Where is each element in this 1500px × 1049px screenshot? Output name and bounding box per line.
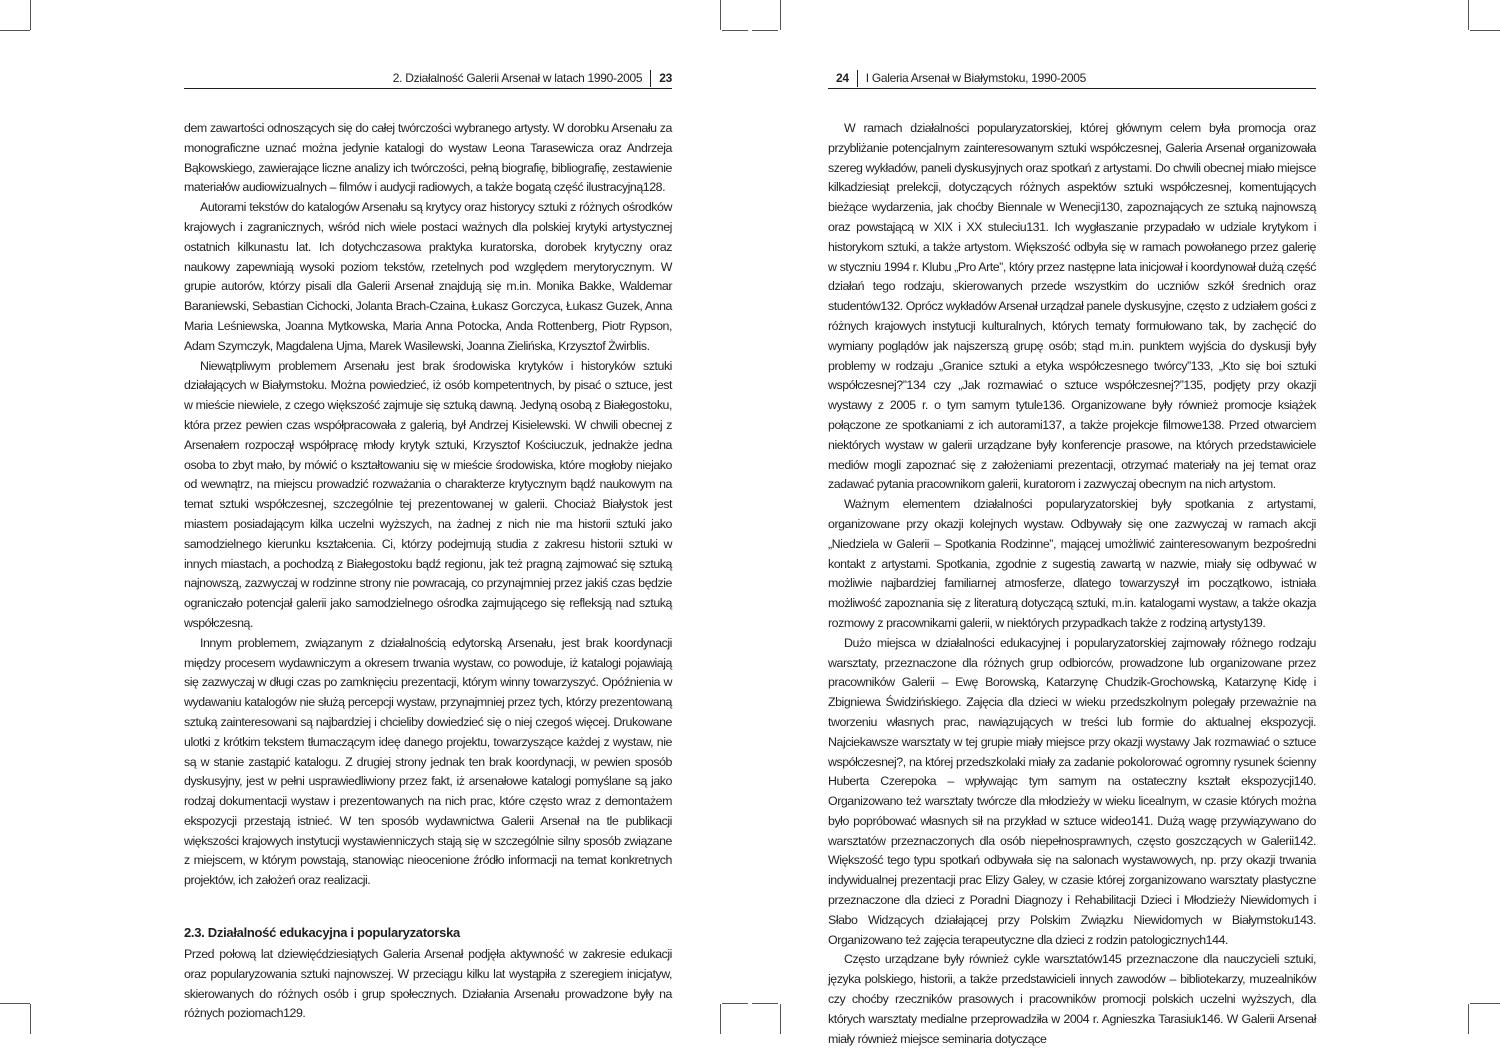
crop-mark [780,1004,781,1034]
crop-mark [752,30,778,31]
running-title: 2. Działalność Galerii Arsenał w latach 1990-2005 [392,71,643,85]
crop-mark [722,30,748,31]
crop-mark [30,0,31,30]
body-text [184,119,672,1024]
crop-mark [0,30,30,31]
paragraph: Przed połową lat dziewięćdziesiątych Galeria Arsenał podjęła aktywność w zakresie edukacji oraz popularyzowania sztuki najnowszej. W przeciągu kilku lat wystąpiła z szeregiem inicjatyw, skierowanych do różnych osób i grup społecznych. Działania Arsenału prowadzone były na różnych poziomach129. [184,947,672,1021]
running-title: I Galeria Arsenał w Białymstoku, 1990-2005 [865,71,1086,85]
body-text [828,119,1316,1049]
left-page [184,68,672,1024]
crop-mark [0,1003,30,1004]
crop-mark [780,0,781,30]
crop-mark [752,1003,778,1004]
running-head [184,68,672,89]
crop-mark [1468,1004,1469,1034]
crop-mark [1468,0,1469,30]
paragraph: Często urządzane były również cykle warsztatów145 przeznaczone dla nauczycieli sztuki, języka polskiego, historii, a także przedstawicieli innych zawodów – bibliotekarzy, muzealników czy choćby rzeczników prasowych i pracowników promocji polskich uczelni wyższych, dla których warsztaty medialne przeprowadziła w 2004 r. Agnieszka Tarasiuk146. W Galerii Arsenał miały również miejsce seminaria dotyczące [828,952,1316,1046]
page-number: 23 [659,71,672,85]
paragraph: Niewątpliwym problemem Arsenału jest brak środowiska krytyków i historyków sztuki działających w Białymstoku. Można powiedzieć, iż osób kompetentnych, by pisać o sztuce, jest w mieście niewiele, z czego większość zajmuje się sztuką dawną. Jedyną osobą z Białegostoku, która przez pewien czas współpracowała z galerią, był Andrzej Kisielewski. W chwili obecnej z Arsenałem rozpoczął współpracę młody krytyk sztuki, Krzysztof Kościuczuk, jednakże jedna osoba to zbyt mało, by mówić o kształtowaniu się w mieście środowiska, które mogłoby niejako od wewnątrz, na miejscu prowadzić rozważania o charakterze krytycznym bądź naukowym na temat sztuki współczesnej, szczególnie tej prezentowanej w galerii. Chociaż Białystok jest miastem posiadającym kilka uczelni wyższych, na żadnej z nich nie ma historii sztuki jako samodzielnego kierunku kształcenia. Ci, którzy podejmują studia z zakresu historii sztuki w innych miastach, a pochodzą z Białegostoku bądź regionu, jak też pragną zajmować się sztuką najnowszą, zazwyczaj w rodzinne strony nie powracają, co przynajmniej przez jakiś czas będzie ograniczało potencjał galerii jako samodzielnego ośrodka zajmującego się refleksją nad sztuką współczesną. [184,358,672,630]
paragraph: dem zawartości odnoszących się do całej twórczości wybranego artysty. W dorobku Arsenału za monograficzne uznać można jedynie katalogi do wystaw Leona Tarasewicza oraz Andrzeja Bąkowskiego, zawierające liczne analizy ich twórczości, pełną biografię, bibliografię, zestawienie materiałów audiowizualnych – filmów i audycji radiowych, a także bogatą część ilustracyjną128. [184,121,672,195]
paragraph: Dużo miejsca w działalności edukacyjnej i popularyzatorskiej zajmowały różnego rodzaju warsztaty, przeznaczone dla różnych grup odbiorców, prowadzone lub organizowane przez pracowników Galerii – Ewę Borowską, Katarzynę Chudzik-Grochowską, Katarzynę Kidę i Zbigniewa Świdzińskiego. Zajęcia dla dzieci w wieku przedszkolnym polegały przeważnie na tworzeniu własnych prac, nawiązujących w treści lub formie do aktualnej ekspozycji. Najciekawsze warsztaty w tej grupie miały miejsce przy okazji wystawy Jak rozmawiać o sztuce współczesnej?, na której przedszkolaki miały za zadanie pokolorować ogromny rysunek ścienny Huberta Czerepoka – wpływając tym samym na ostateczny kształt ekspozycji140. Organizowano też warsztaty twórcze dla młodzieży w wieku licealnym, w czasie których można było popróbować własnych sił na przykład w sztuce wideo141. Dużą wagę przywiązywano do warsztatów przeznaczonych dla osób niepełnosprawnych, często goszczących w Galerii142. Większość tego typu spotkań odbywała się na salonach wystawowych, np. przy okazji trwania indywidualnej prezentacji prac Elizy Galey, w czasie której zorganizowano warsztaty plastyczne przeznaczone dla dzieci z Poradni Diagnozy i Rehabilitacji Dzieci i Młodzieży Niewidomych i Słabo Widzących działającej przy Polskim Związku Niewidomych w Białymstoku143. Organizowano też zajęcia terapeutyczne dla dzieci z rodzin patologicznych144. [828,635,1316,947]
page-number: 24 [836,71,849,85]
header-divider [650,70,651,87]
header-divider [857,70,858,87]
paragraph: W ramach działalności popularyzatorskiej, której głównym celem była promocja oraz przybliżanie potencjalnym zainteresowanym sztuki współczesnej, Galeria Arsenał organizowała szereg wykładów, paneli dyskusyjnych oraz spotkań z artystami. Do chwili obecnej miało miejsce kilkadziesiąt prelekcji, dotyczących różnych aspektów sztuki współczesnej, komentujących bieżące wydarzenia, jak choćby Biennale w Wenecji130, zapoznających ze sztuką najnowszą oraz powstającą w XIX i XX stuleciu131. Ich wygłaszanie przypadało w udziale krytykom i historykom sztuki, a także artystom. Większość odbyła się w ramach powołanego przez galerię w styczniu 1994 r. Klubu „Pro Arte”, który przez następne lata inicjował i koordynował dużą część działań tego rodzaju, skierowanych przede wszystkim do uczniów szkół średnich oraz studentów132. Oprócz wykładów Arsenał urządzał panele dyskusyjne, często z udziałem gości z różnych krajowych instytucji kulturalnych, których tematy formułowano tak, by zachęcić do wymiany poglądów jak najszerszą grupę osób; stąd m.in. punktem wyjścia do dyskusji były problemy w rodzaju „Granice sztuki a etyka współczesnego twórcy”133, „Kto się boi sztuki współczesnej?”134 czy „Jak rozmawiać o sztuce współczesnej?”135, podjęty przy okazji wystawy z 2005 r. o tym samym tytule136. Organizowane były również promocje książek połączone ze spotkaniami z ich autorami137, a także projekcje filmowe138. Przed otwarciem niektórych wystaw w galerii urządzane były konferencje prasowe, na których przedstawiciele mediów mogli zapoznać się z założeniami prezentacji, otrzymać materiały na jej temat oraz zadawać pytania pracownikom galerii, kuratorom i zazwyczaj obecnym na nich artystom. [828,121,1316,492]
section-heading: 2.3. Działalność edukacyjna i popularyzatorska [184,925,460,941]
right-page [828,68,1316,1049]
running-head [828,68,1316,89]
paragraph: Autorami tekstów do katalogów Arsenału są krytycy oraz historycy sztuki z różnych ośrodków krajowych i zagranicznych, wśród nich wiele postaci ważnych dla polskiej krytyki artystycznej ostatnich kilkunastu lat. Ich dotychczasowa praktyka kuratorska, dorobek krytyczny oraz naukowy zapewniają wysoki poziom tekstów, rzetelnych pod względem merytorycznym. W grupie autorów, którzy pisali dla Galerii Arsenał znajdują się m.in. Monika Bakke, Waldemar Baraniewski, Sebastian Cichocki, Jolanta Brach-Czaina, Łukasz Gorczyca, Łukasz Guzek, Anna Maria Leśniewska, Joanna Mytkowska, Maria Anna Potocka, Anda Rottenberg, Piotr Rypson, Adam Szymczyk, Magdalena Ujma, Marek Wasilewski, Joanna Zielińska, Krzysztof Żwirblis. [184,200,672,353]
crop-mark [1470,1003,1500,1004]
crop-mark [1470,30,1500,31]
paragraph: Innym problemem, związanym z działalnością edytorską Arsenału, jest brak koordynacji między procesem wydawniczym a okresem trwania wystaw, co powoduje, iż katalogi pojawiają się zazwyczaj w długi czas po zamknięciu prezentacji, którym winny towarzyszyć. Opóźnienia w wydawaniu katalogów nie służą percepcji wystaw, przynajmniej przez tych, którzy prezentowaną sztuką zainteresowani są najbardziej i chcieliby dowiedzieć się o niej czegoś więcej. Drukowane ulotki z krótkim tekstem tłumaczącym ideę danego projektu, towarzyszące każdej z wystaw, nie są w stanie zastąpić katalogu. Z drugiej strony jednak ten brak koordynacji, w pewien sposób dyskusyjny, jest w pełni usprawiedliwiony przez fakt, iż arsenałowe katalogi pomyślane są jako rodzaj dokumentacji wystaw i prezentowanych na nich prac, które często wraz z demontażem ekspozycji przestają istnieć. W ten sposób wydawnictwa Galerii Arsenał na tle publikacji większości krajowych instytucji wystawienniczych stają się w szczególnie silny sposób związane z miejscem, w którym powstają, stanowiąc nieocenione źródło informacji na temat konkretnych projektów, ich założeń oraz realizacji. [184,635,672,888]
crop-mark [30,1004,31,1034]
paragraph: Ważnym elementem działalności popularyzatorskiej były spotkania z artystami, organizowane przy okazji kolejnych wystaw. Odbywały się one zazwyczaj w ramach akcji „Niedziela w Galerii – Spotkania Rodzinne”, mającej umożliwić zainteresowanym bezpośredni kontakt z artystami. Spotkania, zgodnie z sugestią zawartą w nazwie, miały się odbywać w możliwie najbardziej familiarnej atmosferze, dlatego towarzyszył im początkowo, istniała możliwość zapoznania się z literaturą dotyczącą sztuki, m.in. katalogami wystaw, a także okazja rozmowy z pracownikami galerii, w niektórych przypadkach także z rodziną artysty139. [828,497,1316,630]
crop-mark [722,1003,748,1004]
crop-mark [720,0,721,30]
crop-mark [720,1004,721,1034]
